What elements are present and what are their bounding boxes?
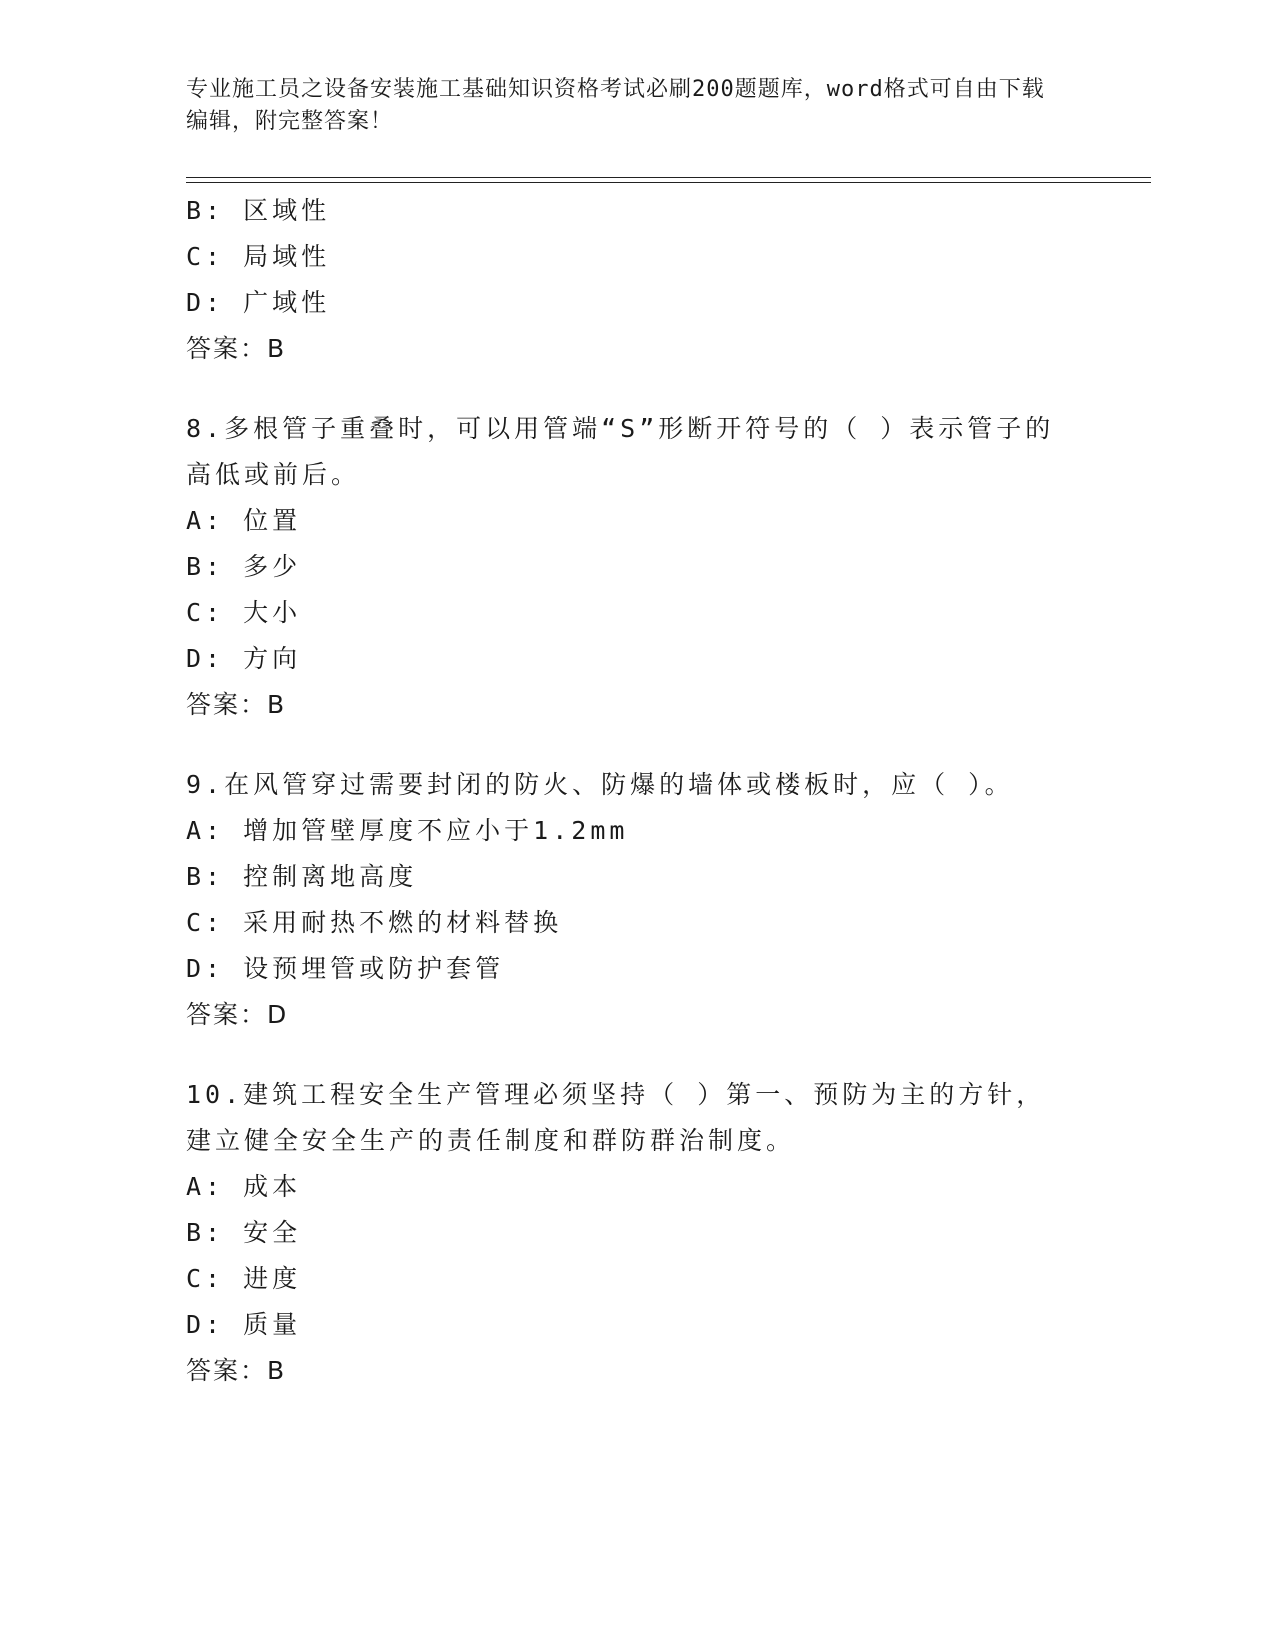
option-row	[186, 1164, 1086, 1210]
option-label: B:	[186, 196, 225, 225]
option-text: 方向	[243, 644, 302, 673]
option-label: C:	[186, 598, 225, 627]
option-text: 质量	[243, 1310, 302, 1339]
option-text: 区域性	[243, 196, 331, 225]
option-row	[186, 1256, 1086, 1302]
option-row	[186, 636, 1086, 682]
option-text: 大小	[243, 598, 302, 627]
option-row	[186, 234, 1086, 280]
option-text: 广域性	[243, 288, 331, 317]
option-row	[186, 544, 1086, 590]
question-stem: 8.多根管子重叠时，可以用管端“S”形断开符号的（ ）表示管子的高低或前后。	[186, 414, 1055, 489]
header-divider	[186, 177, 1151, 183]
question-8	[186, 406, 1086, 728]
option-label: C:	[186, 908, 225, 937]
answer-line: 答案：B	[186, 690, 287, 719]
option-row	[186, 590, 1086, 636]
option-text: 设预埋管或防护套管	[243, 954, 505, 983]
option-label: D:	[186, 644, 225, 673]
answer-line: 答案：D	[186, 1000, 289, 1029]
option-label: B:	[186, 552, 225, 581]
question-stem: 10.建筑工程安全生产管理必须坚持（ ）第一、预防为主的方针，建立健全安全生产的责任制度和群防群治制度。	[186, 1080, 1046, 1155]
option-row	[186, 900, 1086, 946]
option-label: A:	[186, 506, 225, 535]
question-stem: 9.在风管穿过需要封闭的防火、防爆的墙体或楼板时，应（ ）。	[186, 770, 1014, 799]
option-text: 多少	[243, 552, 302, 581]
option-label: A:	[186, 816, 225, 845]
partial-question	[186, 188, 1086, 372]
option-row	[186, 280, 1086, 326]
option-row	[186, 946, 1086, 992]
option-text: 增加管壁厚度不应小于1.2mm	[243, 816, 629, 845]
option-row	[186, 808, 1086, 854]
option-label: C:	[186, 242, 225, 271]
option-label: D:	[186, 954, 225, 983]
option-label: A:	[186, 1172, 225, 1201]
option-row	[186, 498, 1086, 544]
page-header	[186, 74, 1066, 138]
option-text: 位置	[243, 506, 302, 535]
question-list	[186, 188, 1086, 1394]
answer-line: 答案：B	[186, 334, 287, 363]
option-text: 成本	[243, 1172, 302, 1201]
option-row	[186, 1210, 1086, 1256]
option-label: D:	[186, 288, 225, 317]
question-10	[186, 1072, 1086, 1394]
question-9	[186, 762, 1086, 1038]
option-row	[186, 1302, 1086, 1348]
option-row	[186, 854, 1086, 900]
option-label: C:	[186, 1264, 225, 1293]
option-text: 局域性	[243, 242, 331, 271]
option-text: 采用耐热不燃的材料替换	[243, 908, 563, 937]
option-text: 控制离地高度	[243, 862, 418, 891]
answer-line: 答案：B	[186, 1356, 287, 1385]
option-row	[186, 188, 1086, 234]
option-label: B:	[186, 862, 225, 891]
header-title: 专业施工员之设备安装施工基础知识资格考试必刷200题题库，word格式可自由下载编辑，附完整答案！	[186, 77, 1045, 134]
option-text: 进度	[243, 1264, 302, 1293]
option-label: D:	[186, 1310, 225, 1339]
option-text: 安全	[243, 1218, 302, 1247]
option-label: B:	[186, 1218, 225, 1247]
